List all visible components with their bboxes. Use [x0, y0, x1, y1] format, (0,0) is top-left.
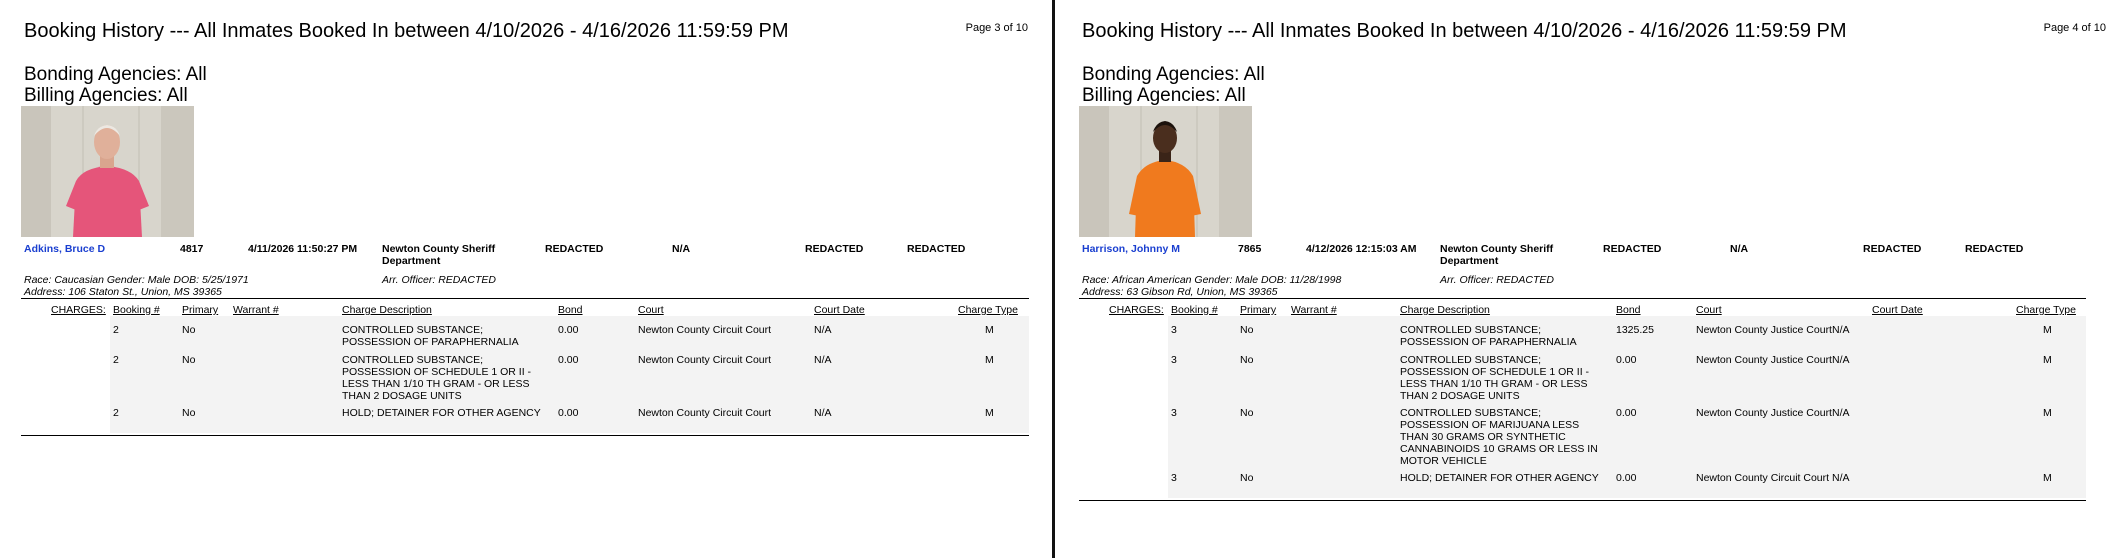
inmate-name-link[interactable]: Adkins, Bruce D	[24, 243, 106, 255]
section-rule	[21, 298, 1029, 299]
cell-court-date: N/A	[1832, 472, 1850, 484]
cell-description: CONTROLLED SUBSTANCE; POSSESSION OF MARIJUANA LESS THAN 30 GRAMS OR SYNTHETIC CANNABINOIDS 10 GRAMS OR LESS IN MOTOR VEHICLE	[1400, 407, 1598, 467]
cell-description: HOLD; DETAINER FOR OTHER AGENCY	[342, 407, 541, 419]
agency-filters	[1082, 64, 1265, 106]
billing-agencies: Billing Agencies: All	[24, 85, 188, 106]
col-booking: Booking #	[113, 304, 160, 316]
redacted-field-2: REDACTED	[805, 243, 864, 255]
cell-booking: 3	[1171, 354, 1177, 366]
booking-datetime: 4/12/2026 12:15:03 AM	[1306, 243, 1417, 255]
cell-type: M	[985, 324, 994, 336]
cell-court-date: N/A	[814, 354, 832, 366]
arresting-officer: Arr. Officer: REDACTED	[382, 274, 496, 286]
cell-type: M	[985, 407, 994, 419]
cell-type: M	[985, 354, 994, 366]
redacted-field-3: REDACTED	[907, 243, 966, 255]
report-page-4	[1058, 0, 2106, 558]
cell-type: M	[2043, 354, 2052, 366]
cell-primary: No	[182, 407, 196, 419]
col-charge-type: Charge Type	[2016, 304, 2076, 316]
na-field: N/A	[672, 243, 691, 255]
cell-court-date: N/A	[814, 407, 832, 419]
col-primary: Primary	[182, 304, 219, 316]
cell-court-date: N/A	[1832, 324, 1850, 336]
inmate-name-link[interactable]: Harrison, Johnny M	[1082, 243, 1181, 255]
cell-court-date: N/A	[814, 324, 832, 336]
cell-type: M	[2043, 324, 2052, 336]
col-court-date: Court Date	[1872, 304, 1923, 316]
cell-bond: 0.00	[558, 407, 579, 419]
inmate-number: 4817	[180, 243, 204, 255]
charges-label: CHARGES:	[51, 304, 106, 316]
redacted-field-3: REDACTED	[1965, 243, 2024, 255]
col-charge-type: Charge Type	[958, 304, 1018, 316]
cell-bond: 0.00	[1616, 354, 1637, 366]
cell-primary: No	[1240, 324, 1254, 336]
cell-primary: No	[1240, 472, 1254, 484]
col-bond: Bond	[1616, 304, 1641, 316]
cell-description: HOLD; DETAINER FOR OTHER AGENCY	[1400, 472, 1599, 484]
cell-primary: No	[1240, 407, 1254, 419]
cell-bond: 1325.25	[1616, 324, 1654, 336]
cell-court: Newton County Justice Court	[1696, 354, 1832, 366]
cell-court-date: N/A	[1832, 354, 1850, 366]
cell-primary: No	[182, 354, 196, 366]
col-primary: Primary	[1240, 304, 1277, 316]
section-end-rule	[1079, 500, 2086, 501]
booking-datetime: 4/11/2026 11:50:27 PM	[248, 243, 358, 255]
arresting-agency: Newton County Sheriff Department	[1440, 243, 1554, 267]
col-warrant: Warrant #	[1291, 304, 1337, 316]
inmate-mugshot	[21, 106, 194, 237]
cell-court-date: N/A	[1832, 407, 1850, 419]
redacted-field-1: REDACTED	[1603, 243, 1662, 255]
cell-booking: 2	[113, 354, 119, 366]
cell-primary: No	[1240, 354, 1254, 366]
billing-agencies: Billing Agencies: All	[1082, 85, 1246, 106]
col-court: Court	[638, 304, 664, 316]
col-court: Court	[1696, 304, 1722, 316]
bonding-agencies: Bonding Agencies: All	[24, 64, 207, 85]
col-description: Charge Description	[1400, 304, 1490, 316]
redacted-field-2: REDACTED	[1863, 243, 1922, 255]
inmate-demographics: Race: Caucasian Gender: Male DOB: 5/25/1971	[24, 274, 249, 286]
cell-court: Newton County Justice Court	[1696, 407, 1832, 419]
inmate-address: Address: 106 Staton St., Union, MS 39365	[24, 286, 222, 298]
cell-description: CONTROLLED SUBSTANCE; POSSESSION OF SCHEDULE 1 OR II - LESS THAN 1/10 TH GRAM - OR LESS THAN 2 DOSAGE UNITS	[1400, 354, 1590, 402]
cell-booking: 3	[1171, 407, 1177, 419]
cell-type: M	[2043, 407, 2052, 419]
section-rule	[1079, 298, 2086, 299]
cell-description: CONTROLLED SUBSTANCE; POSSESSION OF PARAPHERNALIA	[1400, 324, 1577, 348]
cell-bond: 0.00	[558, 354, 579, 366]
arresting-agency: Newton County Sheriff Department	[382, 243, 496, 267]
col-description: Charge Description	[342, 304, 432, 316]
cell-description: CONTROLLED SUBSTANCE; POSSESSION OF PARAPHERNALIA	[342, 324, 519, 348]
redacted-field-1: REDACTED	[545, 243, 604, 255]
col-court-date: Court Date	[814, 304, 865, 316]
inmate-mugshot	[1079, 106, 1252, 237]
col-booking: Booking #	[1171, 304, 1218, 316]
charges-label: CHARGES:	[1109, 304, 1164, 316]
arresting-officer: Arr. Officer: REDACTED	[1440, 274, 1554, 286]
page-number: Page 3 of 10	[965, 22, 1028, 34]
cell-court: Newton County Circuit Court	[1696, 472, 1830, 484]
cell-court: Newton County Justice Court	[1696, 324, 1832, 336]
cell-court: Newton County Circuit Court	[638, 407, 772, 419]
na-field: N/A	[1730, 243, 1749, 255]
cell-type: M	[2043, 472, 2052, 484]
section-end-rule	[21, 435, 1029, 436]
cell-booking: 3	[1171, 472, 1177, 484]
cell-bond: 0.00	[1616, 407, 1637, 419]
cell-court: Newton County Circuit Court	[638, 354, 772, 366]
report-title: Booking History --- All Inmates Booked In between 4/10/2026 - 4/16/2026 11:59:59 PM	[24, 20, 789, 42]
inmate-address: Address: 63 Gibson Rd, Union, MS 39365	[1082, 286, 1278, 298]
page-number: Page 4 of 10	[2043, 22, 2106, 34]
cell-booking: 3	[1171, 324, 1177, 336]
page-divider	[1052, 0, 1055, 558]
inmate-demographics: Race: African American Gender: Male DOB: 11/28/1998	[1082, 274, 1342, 286]
cell-booking: 2	[113, 407, 119, 419]
col-bond: Bond	[558, 304, 583, 316]
cell-booking: 2	[113, 324, 119, 336]
report-page-3	[0, 0, 1052, 558]
cell-description: CONTROLLED SUBSTANCE; POSSESSION OF SCHEDULE 1 OR II - LESS THAN 1/10 TH GRAM - OR LESS THAN 2 DOSAGE UNITS	[342, 354, 532, 402]
cell-bond: 0.00	[558, 324, 579, 336]
col-warrant: Warrant #	[233, 304, 279, 316]
cell-court: Newton County Circuit Court	[638, 324, 772, 336]
report-title: Booking History --- All Inmates Booked In between 4/10/2026 - 4/16/2026 11:59:59 PM	[1082, 20, 1847, 42]
agency-filters	[24, 64, 207, 106]
cell-primary: No	[182, 324, 196, 336]
cell-bond: 0.00	[1616, 472, 1637, 484]
inmate-number: 7865	[1238, 243, 1262, 255]
bonding-agencies: Bonding Agencies: All	[1082, 64, 1265, 85]
